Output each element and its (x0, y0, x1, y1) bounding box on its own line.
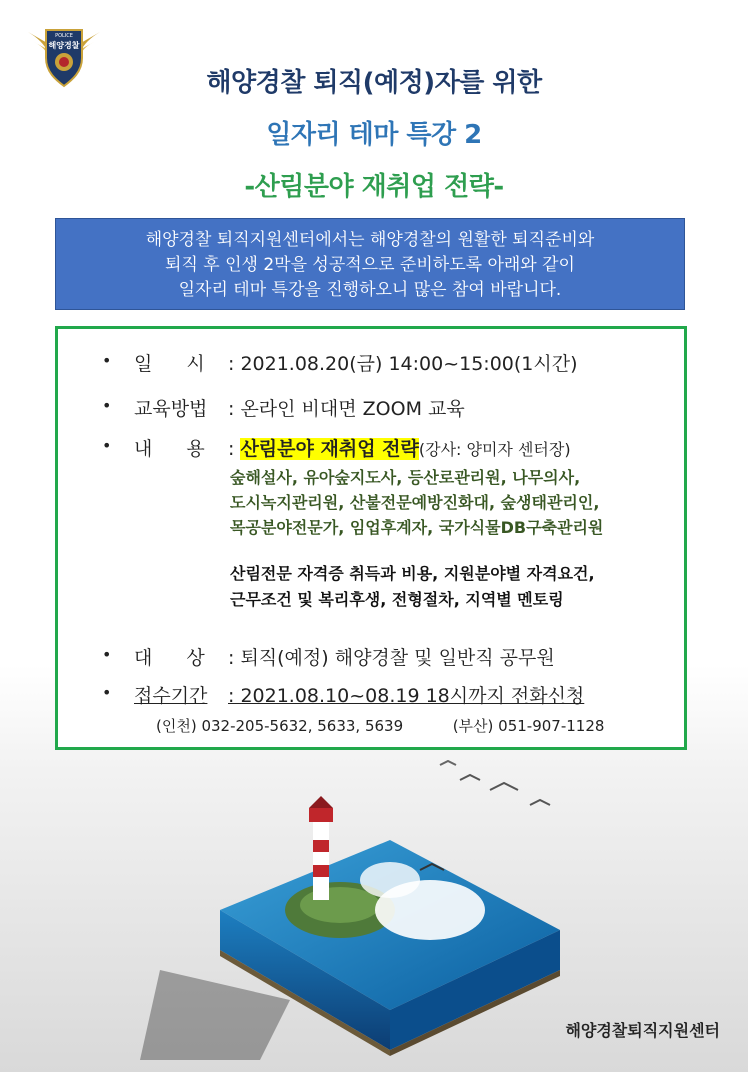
intro-line-2: 퇴직 후 인생 2막을 성공적으로 준비하도록 아래와 같이 (165, 255, 575, 275)
jobs-line-3: 목공분야전문가, 임업후계자, 국가식물DB구축관리원 (230, 518, 604, 537)
topics-line-1: 산림전문 자격증 취득과 비용, 지원분야별 자격요건, (230, 564, 595, 583)
content-highlight: 산림분야 재취업 전략 (240, 438, 419, 460)
title-line-3: -산림분야 재취업 전략- (244, 172, 504, 202)
content-label: 내 용 (134, 438, 205, 460)
jobs-line-1: 숲해설사, 유아숲지도사, 등산로관리원, 나무의사, (230, 468, 581, 487)
bullet-icon: • (102, 645, 112, 664)
bullet-icon: • (102, 396, 112, 415)
title-line-2: 일자리 테마 특강 2 (266, 120, 482, 150)
target-value: : 퇴직(예정) 해양경찰 및 일반직 공무원 (228, 647, 555, 669)
intro-line-1: 해양경찰 퇴직지원센터에서는 해양경찰의 원활한 퇴직준비와 (145, 230, 595, 250)
bullet-icon: • (102, 351, 112, 370)
apply-value: : 2021.08.10~08.19 18시까지 전화신청 (228, 685, 585, 707)
logo-small-text: POLICE (55, 33, 73, 39)
method-label: 교육방법 (134, 398, 208, 420)
target-label: 대 상 (134, 647, 205, 669)
bullet-icon: • (102, 683, 112, 702)
contact-incheon: (인천) 032-205-5632, 5633, 5639 (156, 717, 404, 735)
footer-organization: 해양경찰퇴직지원센터 (565, 1023, 720, 1040)
date-value: : 2021.08.20(금) 14:00~15:00(1시간) (228, 353, 578, 375)
content-speaker: (강사: 양미자 센터장) (418, 440, 571, 459)
logo-text: 해양경찰 (48, 41, 80, 50)
title-line-1: 해양경찰 퇴직(예정)자를 위한 (206, 68, 542, 98)
details-box (55, 326, 687, 750)
topics-line-2: 근무조건 및 복리후생, 전형절차, 지역별 멘토링 (230, 590, 564, 609)
method-value: : 온라인 비대면 ZOOM 교육 (228, 398, 465, 420)
bullet-icon: • (102, 436, 112, 455)
contact-busan: (부산) 051-907-1128 (452, 717, 605, 735)
lighthouse-island-illustration (140, 760, 580, 1060)
content-value: : 산림분야 재취업 전략(강사: 양미자 센터장) (228, 438, 571, 460)
intro-line-3: 일자리 테마 특강을 진행하오니 많은 참여 바랍니다. (178, 280, 562, 300)
jobs-line-2: 도시녹지관리원, 산불전문예방진화대, 숲생태관리인, (230, 493, 600, 512)
intro-banner (55, 218, 685, 310)
date-label: 일 시 (134, 353, 205, 375)
contact-info (156, 715, 604, 736)
apply-label: 접수기간 (134, 685, 208, 707)
